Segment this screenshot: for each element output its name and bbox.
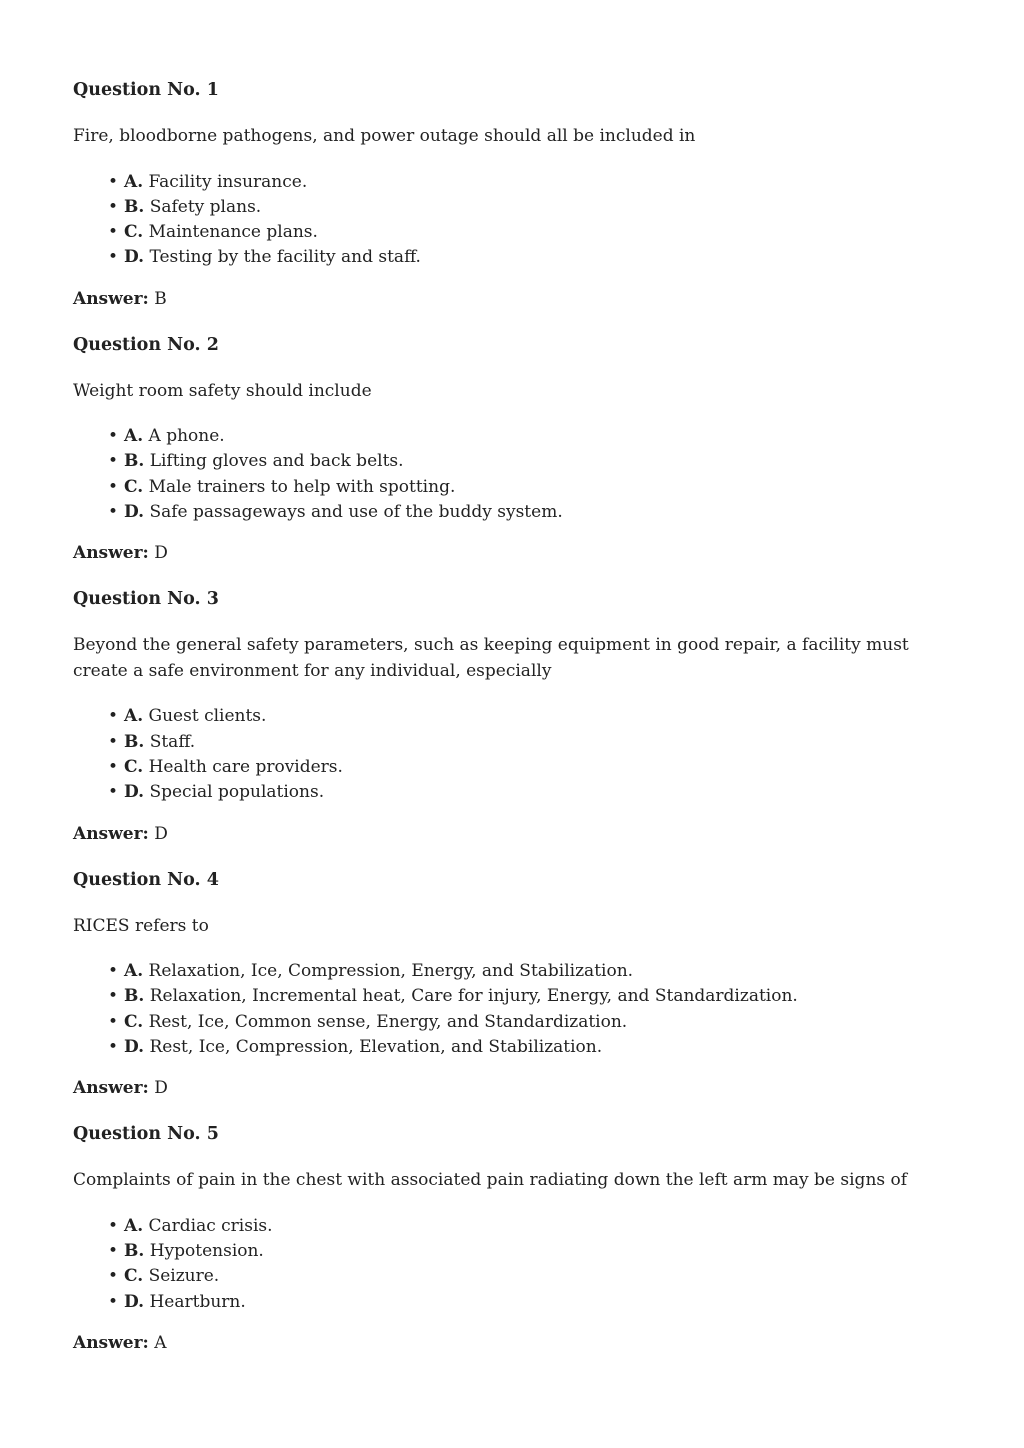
bullet-icon: • <box>108 1291 119 1312</box>
bullet-icon: • <box>108 476 119 497</box>
option-c <box>73 1264 951 1289</box>
bullet-icon: • <box>108 247 119 268</box>
bullet-icon: • <box>108 1011 119 1032</box>
question-text: Complaints of pain in the chest with associated pain radiating down the left arm may be signs of <box>73 1170 908 1191</box>
bullet-icon: • <box>108 961 119 982</box>
bullet-icon: • <box>108 1215 119 1236</box>
answer-label: Answer: <box>73 543 149 564</box>
option-text: Male trainers to help with spotting. <box>148 476 456 497</box>
option-text: Seizure. <box>148 1266 220 1287</box>
option-text: Cardiac crisis. <box>148 1215 273 1236</box>
answer-line <box>73 1076 951 1101</box>
answer-value: D <box>154 543 168 564</box>
question-text: RICES refers to <box>73 915 209 936</box>
bullet-icon: • <box>108 502 119 523</box>
bullet-icon: • <box>108 196 119 217</box>
option-letter: A. <box>124 426 144 447</box>
option-letter: D. <box>124 782 145 803</box>
option-b <box>73 984 951 1009</box>
question-text: Beyond the general safety parameters, such as keeping equipment in good repair, a facility must create a safe environment for any individual, especially <box>73 635 909 681</box>
option-text: A phone. <box>148 426 225 447</box>
option-b <box>73 195 951 220</box>
option-c <box>73 755 951 780</box>
option-letter: C. <box>124 756 144 777</box>
option-text: Maintenance plans. <box>148 222 318 243</box>
question-title: Question No. 5 <box>73 1124 219 1145</box>
question-text: Weight room safety should include <box>73 380 372 401</box>
options-list <box>73 704 951 805</box>
option-text: Facility insurance. <box>148 171 308 192</box>
option-letter: A. <box>124 1215 144 1236</box>
answer-label: Answer: <box>73 1332 149 1353</box>
answer-value: B <box>154 288 167 309</box>
option-letter: A. <box>124 171 144 192</box>
question-3 <box>73 587 951 846</box>
option-letter: D. <box>124 502 145 523</box>
bullet-icon: • <box>108 706 119 727</box>
answer-line <box>73 541 951 566</box>
bullet-icon: • <box>108 756 119 777</box>
options-list <box>73 959 951 1060</box>
option-letter: A. <box>124 961 144 982</box>
option-b <box>73 730 951 755</box>
option-letter: C. <box>124 1266 144 1287</box>
bullet-icon: • <box>108 222 119 243</box>
option-text: Safe passageways and use of the buddy system. <box>149 502 563 523</box>
question-title: Question No. 1 <box>73 80 219 100</box>
answer-label: Answer: <box>73 288 149 309</box>
question-5 <box>73 1122 951 1356</box>
bullet-icon: • <box>108 731 119 752</box>
answer-line <box>73 1331 951 1356</box>
option-b <box>73 1239 951 1264</box>
option-letter: B. <box>124 1241 145 1262</box>
option-a <box>73 704 951 729</box>
bullet-icon: • <box>108 171 119 192</box>
bullet-icon: • <box>108 1266 119 1287</box>
option-text: Heartburn. <box>149 1291 246 1312</box>
option-d <box>73 1035 951 1060</box>
answer-value: D <box>154 1078 168 1099</box>
bullet-icon: • <box>108 986 119 1007</box>
option-text: Guest clients. <box>148 706 267 727</box>
option-letter: B. <box>124 451 145 472</box>
option-text: Testing by the facility and staff. <box>149 247 421 268</box>
question-4 <box>73 868 951 1102</box>
option-text: Rest, Ice, Common sense, Energy, and Standardization. <box>148 1011 628 1032</box>
option-letter: D. <box>124 247 145 268</box>
question-1 <box>73 78 951 312</box>
option-text: Health care providers. <box>148 756 343 777</box>
option-letter: C. <box>124 1011 144 1032</box>
option-text: Staff. <box>149 731 196 752</box>
option-a <box>73 424 951 449</box>
option-letter: A. <box>124 706 144 727</box>
bullet-icon: • <box>108 1036 119 1057</box>
option-letter: C. <box>124 476 144 497</box>
option-letter: C. <box>124 222 144 243</box>
bullet-icon: • <box>108 426 119 447</box>
answer-label: Answer: <box>73 1078 149 1099</box>
options-list <box>73 170 951 271</box>
option-b <box>73 449 951 474</box>
option-d <box>73 1290 951 1315</box>
option-text: Lifting gloves and back belts. <box>149 451 404 472</box>
option-c <box>73 475 951 500</box>
question-title: Question No. 4 <box>73 869 219 890</box>
option-text: Rest, Ice, Compression, Elevation, and Stabilization. <box>149 1036 603 1057</box>
bullet-icon: • <box>108 451 119 472</box>
option-c <box>73 1010 951 1035</box>
option-c <box>73 220 951 245</box>
question-title: Question No. 3 <box>73 589 219 610</box>
answer-value: A <box>154 1332 167 1353</box>
option-text: Safety plans. <box>149 196 262 217</box>
option-text: Hypotension. <box>149 1241 264 1262</box>
answer-line <box>73 822 951 847</box>
option-d <box>73 245 951 270</box>
option-a <box>73 959 951 984</box>
answer-line <box>73 287 951 312</box>
option-a <box>73 1214 951 1239</box>
options-list <box>73 424 951 525</box>
question-title: Question No. 2 <box>73 334 219 355</box>
option-text: Relaxation, Incremental heat, Care for injury, Energy, and Standardization. <box>149 986 798 1007</box>
option-letter: D. <box>124 1036 145 1057</box>
option-text: Special populations. <box>149 782 325 803</box>
option-letter: B. <box>124 731 145 752</box>
option-letter: B. <box>124 986 145 1007</box>
option-a <box>73 170 951 195</box>
question-2 <box>73 333 951 567</box>
bullet-icon: • <box>108 1241 119 1262</box>
option-letter: B. <box>124 196 145 217</box>
answer-label: Answer: <box>73 823 149 844</box>
bullet-icon: • <box>108 782 119 803</box>
question-text: Fire, bloodborne pathogens, and power outage should all be included in <box>73 126 696 146</box>
option-d <box>73 780 951 805</box>
options-list <box>73 1214 951 1315</box>
option-letter: D. <box>124 1291 145 1312</box>
answer-value: D <box>154 823 168 844</box>
option-d <box>73 500 951 525</box>
option-text: Relaxation, Ice, Compression, Energy, and Stabilization. <box>148 961 634 982</box>
